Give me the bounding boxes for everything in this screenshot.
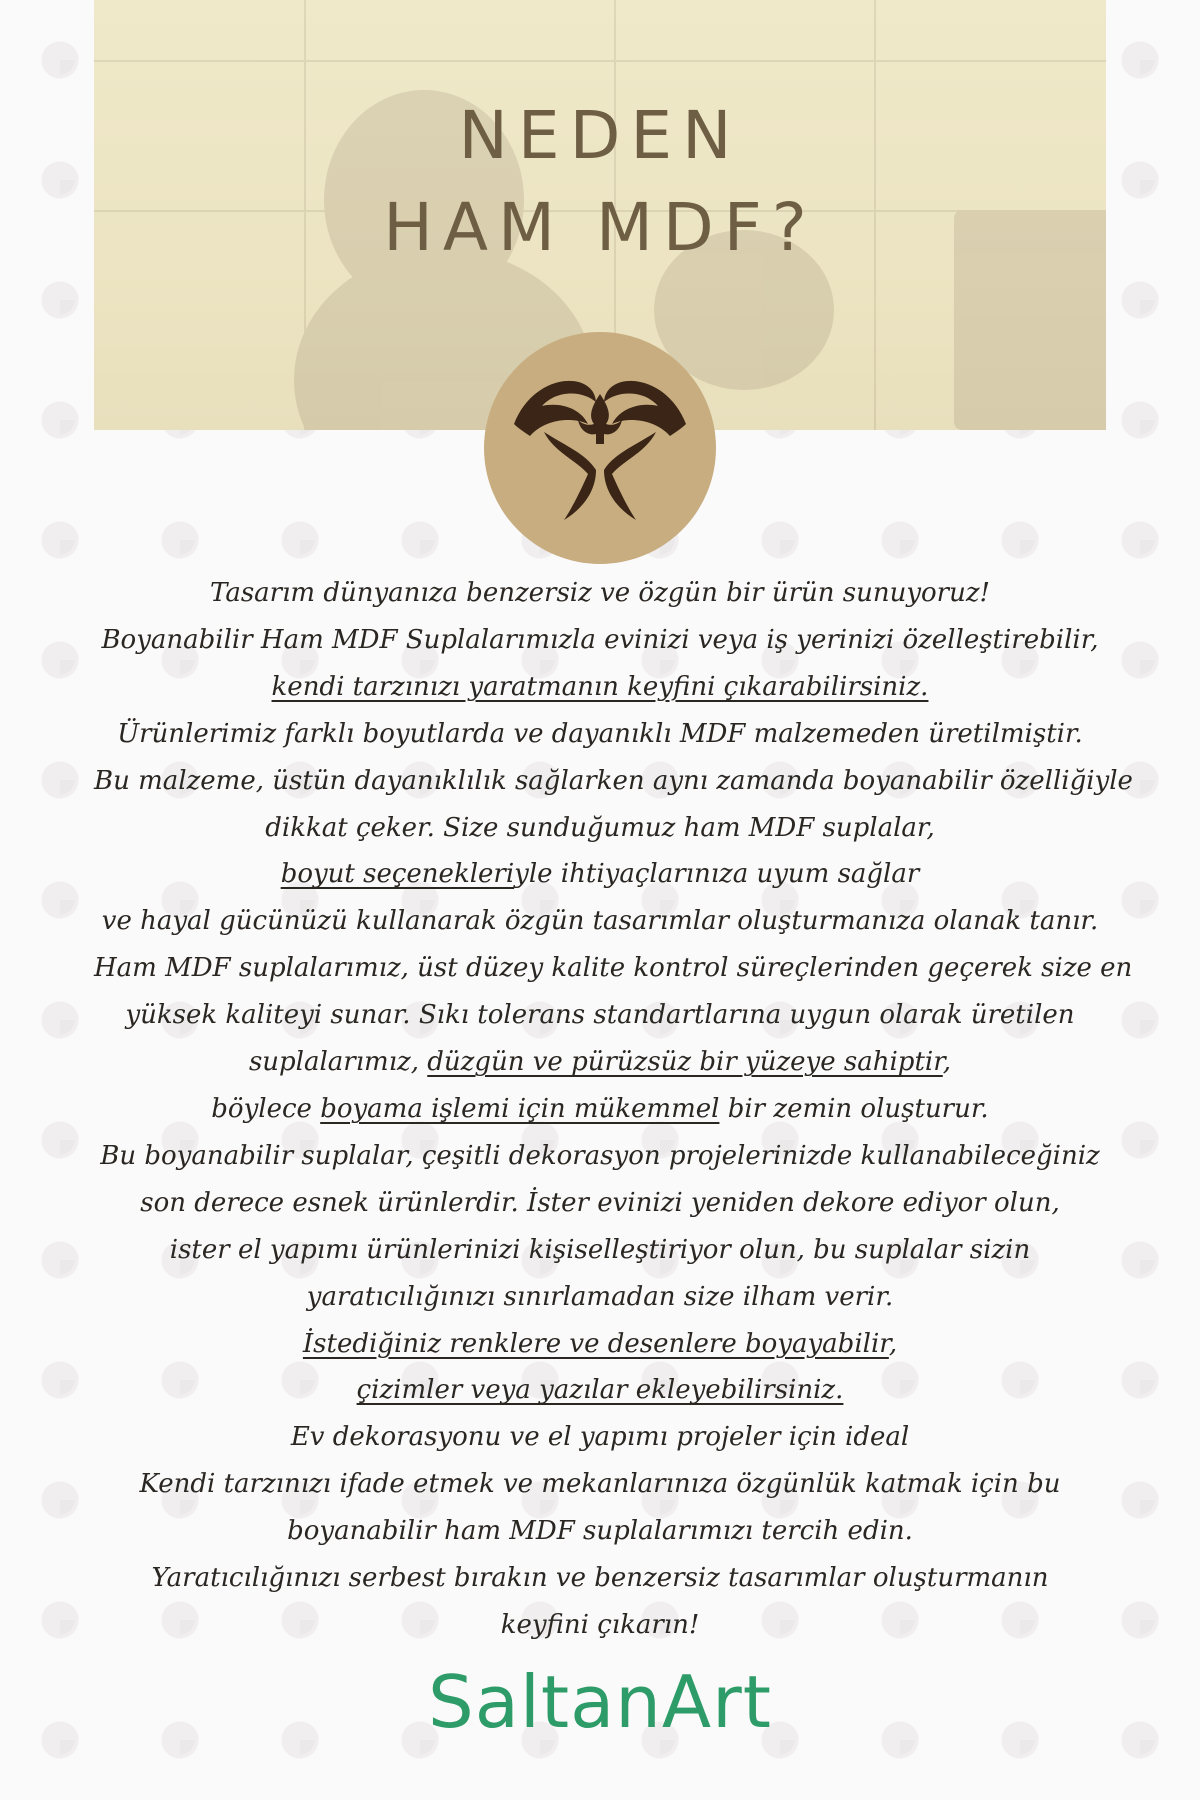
underlined-text: boyut seçenekleri: [280, 859, 515, 890]
text-line: keyfini çıkarın!: [500, 1609, 700, 1640]
text-line: ister el yapımı ürünlerinizi kişiselleştiriyor olun, bu suplalar sizin: [169, 1234, 1031, 1265]
text-line: [94, 664, 1106, 711]
text-line: [94, 1086, 1106, 1133]
underlined-text: kendi tarzınızı yaratmanın keyfini çıkarabilirsiniz.: [271, 671, 929, 702]
text-line: [94, 1039, 1106, 1086]
text-line: ve hayal gücünüzü kullanarak özgün tasarımlar oluşturmanıza olanak tanır.: [101, 906, 1099, 937]
text-line: [94, 851, 1106, 898]
text-segment: yle ihtiyaçlarınıza uyum sağlar: [514, 859, 920, 890]
text-line: yaratıcılığınızı sınırlamadan size ilham verir.: [306, 1281, 894, 1312]
text-line: Tasarım dünyanıza benzersiz ve özgün bir ürün sunuyoruz!: [210, 578, 990, 608]
text-line: Bu malzeme, üstün dayanıklılık sağlarken aynı zamanda boyanabilir özelliğiyle: [94, 765, 1133, 796]
text-segment: suplalarımız,: [248, 1047, 428, 1078]
hero-title: [94, 90, 1106, 274]
text-line: Boyanabilir Ham MDF Suplalarımızla evinizi veya iş yerinizi özelleştirebilir,: [101, 624, 1099, 655]
underlined-text: çizimler veya yazılar ekleyebilirsiniz.: [356, 1375, 844, 1406]
hero-title-line-2: HAM MDF?: [383, 189, 817, 266]
text-line: boyanabilir ham MDF suplalarımızı tercih edin.: [287, 1516, 913, 1547]
text-line: [94, 1367, 1106, 1414]
text-line: Ev dekorasyonu ve el yapımı projeler için ideal: [290, 1422, 910, 1453]
text-segment: bir zemin oluşturur.: [719, 1093, 989, 1124]
text-line: [94, 1321, 1106, 1368]
text-segment: böylece: [211, 1093, 321, 1124]
text-line: yüksek kaliteyi sunar. Sıkı tolerans standartlarına uygun olarak üretilen: [125, 1000, 1075, 1031]
brand-wordmark: SaltanArt: [428, 1660, 772, 1744]
text-line: son derece esnek ürünlerdir. İster evinizi yeniden dekore ediyor olun,: [140, 1187, 1060, 1218]
text-line: dikkat çeker. Size sunduğumuz ham MDF suplalar,: [265, 812, 935, 843]
text-segment: ,: [888, 1328, 898, 1359]
text-line: Bu boyanabilir suplalar, çeşitli dekorasyon projelerinizde kullanabileceğiniz: [100, 1140, 1100, 1171]
text-line: Ürünlerimiz farklı boyutlarda ve dayanıklı MDF malzemeden üretilmiştir.: [117, 718, 1083, 749]
saltanart-emblem-icon: [484, 332, 716, 564]
text-segment: ,: [942, 1047, 952, 1078]
description-text: [94, 570, 1133, 1649]
text-line: Kendi tarzınızı ifade etmek ve mekanlarınıza özgünlük katmak için bu: [139, 1469, 1061, 1500]
text-line: Ham MDF suplalarımız, üst düzey kalite kontrol süreçlerinden geçerek size en: [94, 953, 1133, 984]
brand-logo: [484, 332, 716, 564]
underlined-text: düzgün ve pürüzsüz bir yüzeye sahiptir: [427, 1047, 943, 1078]
underlined-text: İstediğiniz renklere ve desenlere boyayabilir: [302, 1328, 889, 1359]
hero-title-line-1: NEDEN: [458, 97, 742, 174]
underlined-text: boyama işlemi için mükemmel: [320, 1093, 720, 1124]
text-line: Yaratıcılığınızı serbest bırakın ve benzersiz tasarımlar oluşturmanın: [151, 1563, 1049, 1594]
